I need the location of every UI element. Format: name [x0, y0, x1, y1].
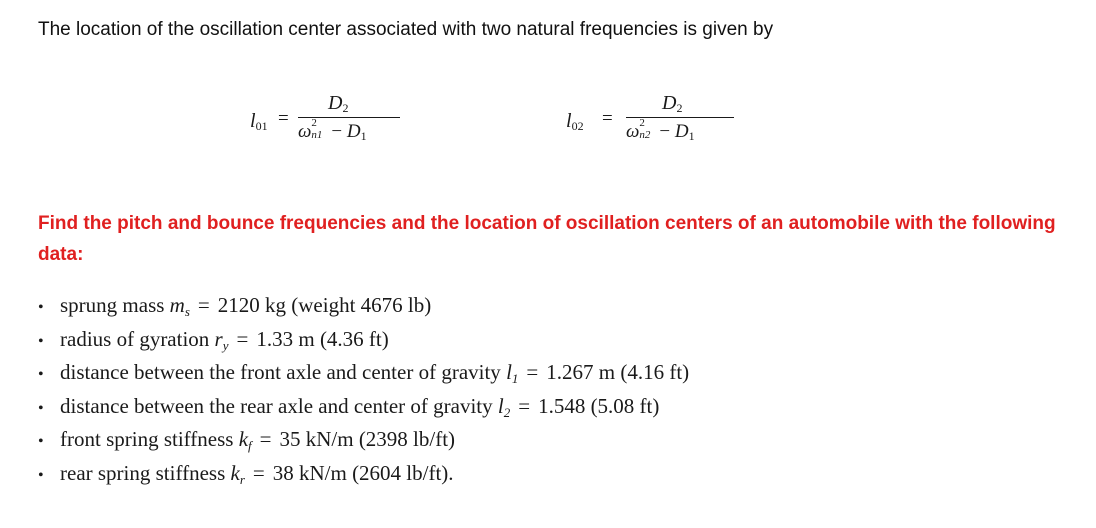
bullet-icon: •: [38, 433, 44, 450]
formula-denominator: ω 2 n2 − $D_1$: [626, 117, 695, 143]
formula-l01: [250, 92, 410, 152]
list-item: • front spring stiffness $k_f = 35$ kN/m (2398 lb/ft): [38, 423, 689, 457]
data-list: [38, 289, 689, 490]
bullet-icon: •: [38, 332, 44, 350]
formula-denominator: ω 2 n1 − $D_1$: [298, 117, 367, 143]
formula-l02: [566, 92, 736, 152]
list-item: • sprung mass $m_s = 2120$ kg (weight 4676 lb): [38, 289, 689, 323]
list-item: • radius of gyration $r_y = 1.33$ m (4.36 ft): [38, 323, 689, 357]
bullet-icon: •: [38, 466, 44, 484]
list-item: • distance between the rear axle and center of gravity $l_2 = 1.548$ (5.08 ft): [38, 390, 689, 424]
formula-lhs: $l_{01}$: [250, 110, 268, 133]
question-text: Find the pitch and bounce frequencies and the location of oscillation centers of an automobile with the following data:: [38, 213, 1056, 265]
formula-numerator: $D_2$: [328, 92, 349, 115]
list-item: • rear spring stiffness $k_r = 38$ kN/m (2604 lb/ft).: [38, 457, 689, 491]
formula-numerator: $D_2$: [662, 92, 683, 115]
formula-equals: =: [278, 108, 289, 129]
bullet-icon: •: [38, 399, 44, 417]
intro-text: The location of the oscillation center associated with two natural frequencies is given by: [38, 19, 774, 40]
formula-lhs: $l_{02}$: [566, 110, 584, 133]
bullet-icon: •: [38, 299, 44, 316]
bullet-icon: •: [38, 366, 44, 383]
list-item: • distance between the front axle and center of gravity $l_1 = 1.267$ m (4.16 ft): [38, 356, 689, 390]
formula-equals: =: [602, 108, 613, 129]
